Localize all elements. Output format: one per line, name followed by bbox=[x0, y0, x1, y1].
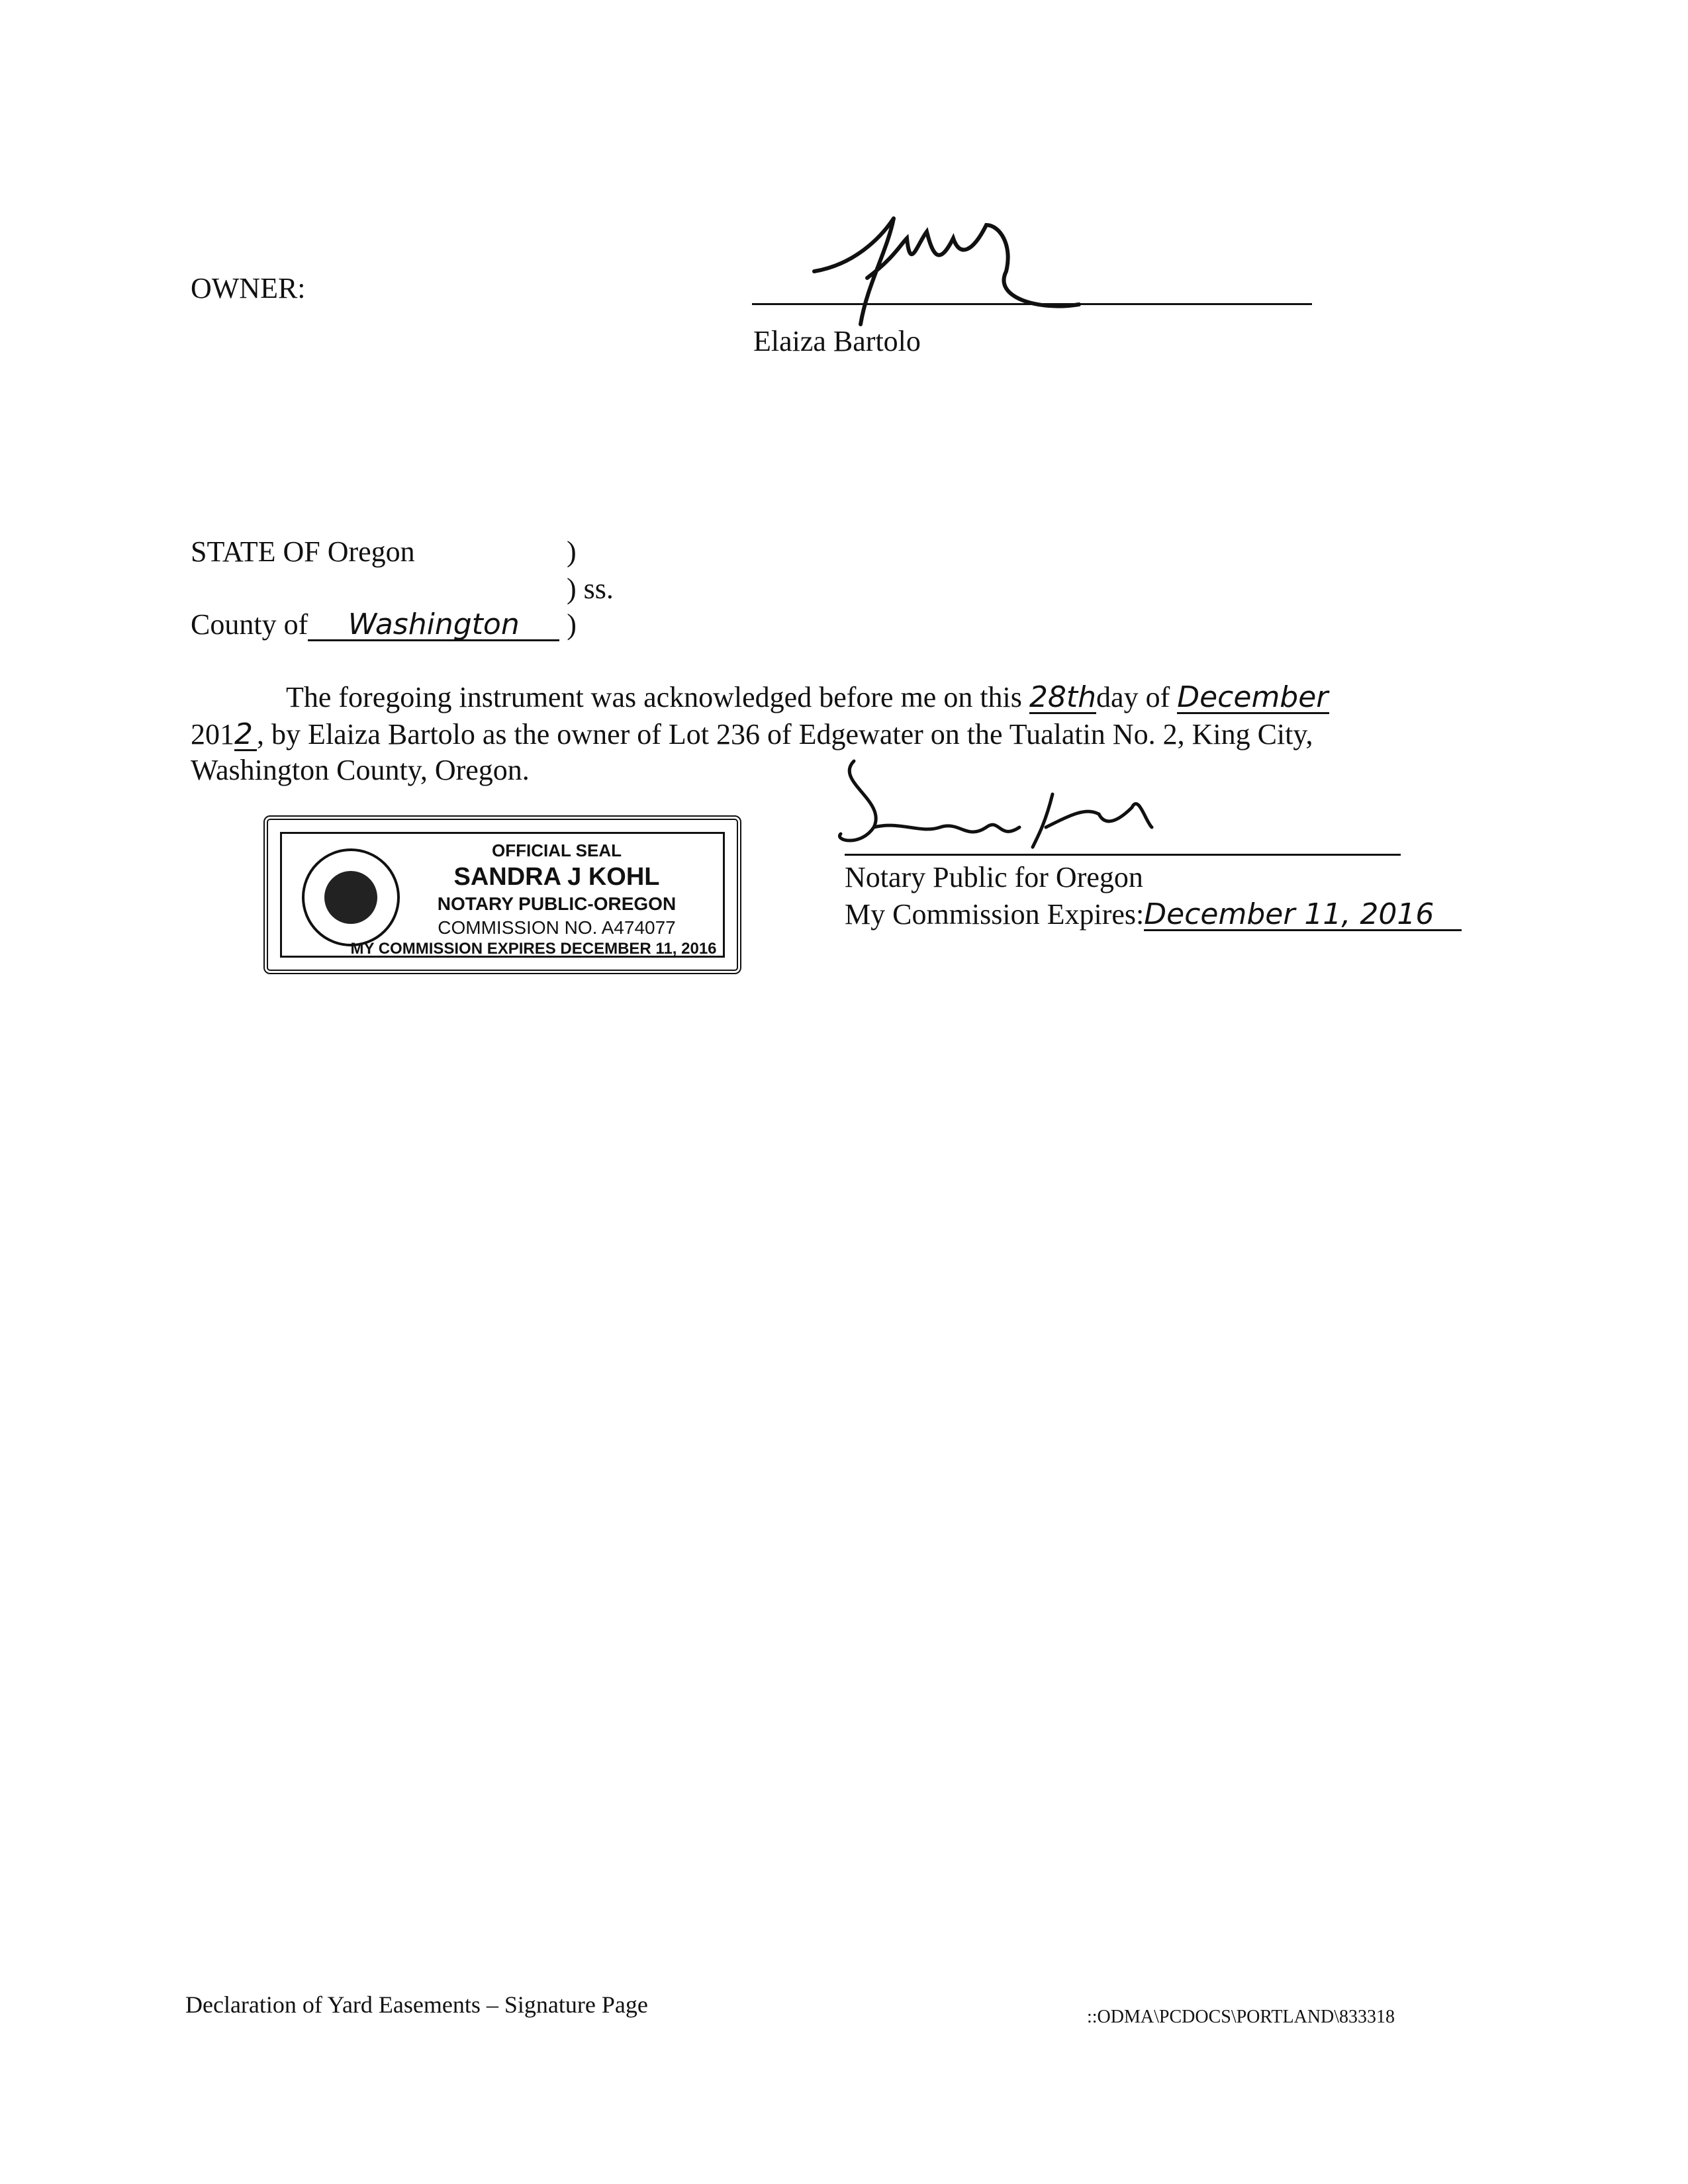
notary-seal bbox=[263, 815, 741, 974]
state-line: STATE OF Oregon bbox=[191, 535, 415, 568]
notary-signature bbox=[834, 754, 1205, 860]
venue-ss: ) ss. bbox=[567, 572, 614, 605]
notary-signature-line bbox=[845, 854, 1401, 856]
seal-line-1: OFFICIAL SEAL bbox=[492, 841, 622, 860]
notary-expires-label: My Commission Expires: bbox=[845, 898, 1145, 931]
county-handwritten: Washington bbox=[308, 610, 559, 641]
owner-signature bbox=[774, 199, 1185, 331]
owner-signature-line bbox=[752, 303, 1312, 305]
ack-line-2: 2012 , by Elaiza Bartolo as the owner of Lot 236 of Edgewater on the Tualatin No. 2, King City, bbox=[191, 717, 1313, 751]
seal-line-4: COMMISSION NO. A474077 bbox=[438, 917, 676, 938]
owner-label: OWNER: bbox=[191, 272, 306, 304]
seal-line-5: MY COMMISSION EXPIRES DECEMBER 11, 2016 bbox=[350, 940, 717, 958]
county-line bbox=[191, 610, 577, 641]
seal-line-3: NOTARY PUBLIC-OREGON bbox=[437, 893, 677, 914]
notary-title: Notary Public for Oregon bbox=[845, 861, 1143, 893]
seal-line-2: SANDRA J KOHL bbox=[453, 863, 660, 891]
ack-month-handwritten: December bbox=[1177, 680, 1329, 714]
ack-line-1: The foregoing instrument was acknowledged before me on this 28thday of December bbox=[286, 680, 1329, 714]
footer-title: Declaration of Yard Easements – Signature Page bbox=[185, 1991, 648, 2018]
state-seal-emblem-icon bbox=[302, 848, 400, 946]
venue-paren-2: ) bbox=[567, 608, 577, 641]
notary-expires-line bbox=[845, 897, 1462, 931]
footer-document-id: ::ODMA\PCDOCS\PORTLAND\833318 bbox=[1087, 2007, 1395, 2027]
ack-line-3: Washington County, Oregon. bbox=[191, 754, 530, 786]
owner-signer-name: Elaiza Bartolo bbox=[753, 325, 921, 357]
ack-day-handwritten: 28th bbox=[1029, 680, 1097, 714]
ack-year-handwritten: 2 bbox=[234, 720, 257, 751]
venue-paren-1: ) bbox=[567, 535, 577, 568]
notary-expires-handwritten: December 11, 2016 bbox=[1144, 900, 1462, 931]
county-prefix: County of bbox=[191, 608, 308, 641]
